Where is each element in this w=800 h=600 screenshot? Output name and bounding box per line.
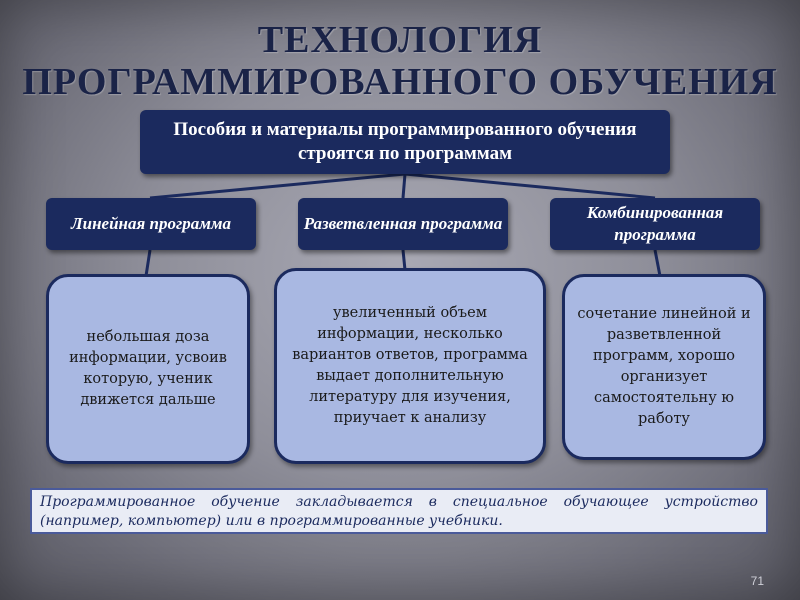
program-branched-box xyxy=(298,198,508,250)
program-branched-description-box xyxy=(274,268,546,464)
footnote-box xyxy=(30,488,768,534)
root-box xyxy=(140,110,670,174)
footnote-text: Программированное обучение закладывается в специальное обучающее устройство (например, компьютер) или в программированные учебники. xyxy=(40,494,758,529)
slide-title-line-2: ПРОГРАММИРОВАННОГО ОБУЧЕНИЯ xyxy=(22,61,778,103)
program-linear-description: небольшая доза информации, усвоив которую, ученик движется дальше xyxy=(69,329,227,408)
slide-title-line-1: ТЕХНОЛОГИЯ xyxy=(257,19,543,61)
connector-root-right xyxy=(405,174,655,198)
program-branched-description: увеличенный объем информации, несколько вариантов ответов, программа выдает дополнительную литературу для изучения, приучает к анализу xyxy=(292,305,528,426)
program-linear-label: Линейная программа xyxy=(70,214,232,233)
connector-linear-desc xyxy=(146,250,150,276)
program-combined-description: сочетание линейной и разветвленной программ, хорошо организует самостоятельну ю работу xyxy=(577,306,751,427)
connector-combined-desc xyxy=(655,250,660,276)
connector-root-left xyxy=(150,174,405,198)
program-combined-label: Комбинированная программа xyxy=(586,203,724,244)
connector-root-center xyxy=(403,174,405,198)
connector-branched-desc xyxy=(403,250,405,270)
program-linear-box xyxy=(46,198,256,250)
page-number: 71 xyxy=(750,574,764,588)
program-branched-label: Разветвленная программа xyxy=(303,214,503,233)
program-combined-box xyxy=(550,198,760,250)
program-linear-description-box xyxy=(46,274,250,464)
program-combined-description-box xyxy=(562,274,766,460)
root-box-text: Пособия и материалы программированного обучения строятся по программам xyxy=(173,119,637,164)
